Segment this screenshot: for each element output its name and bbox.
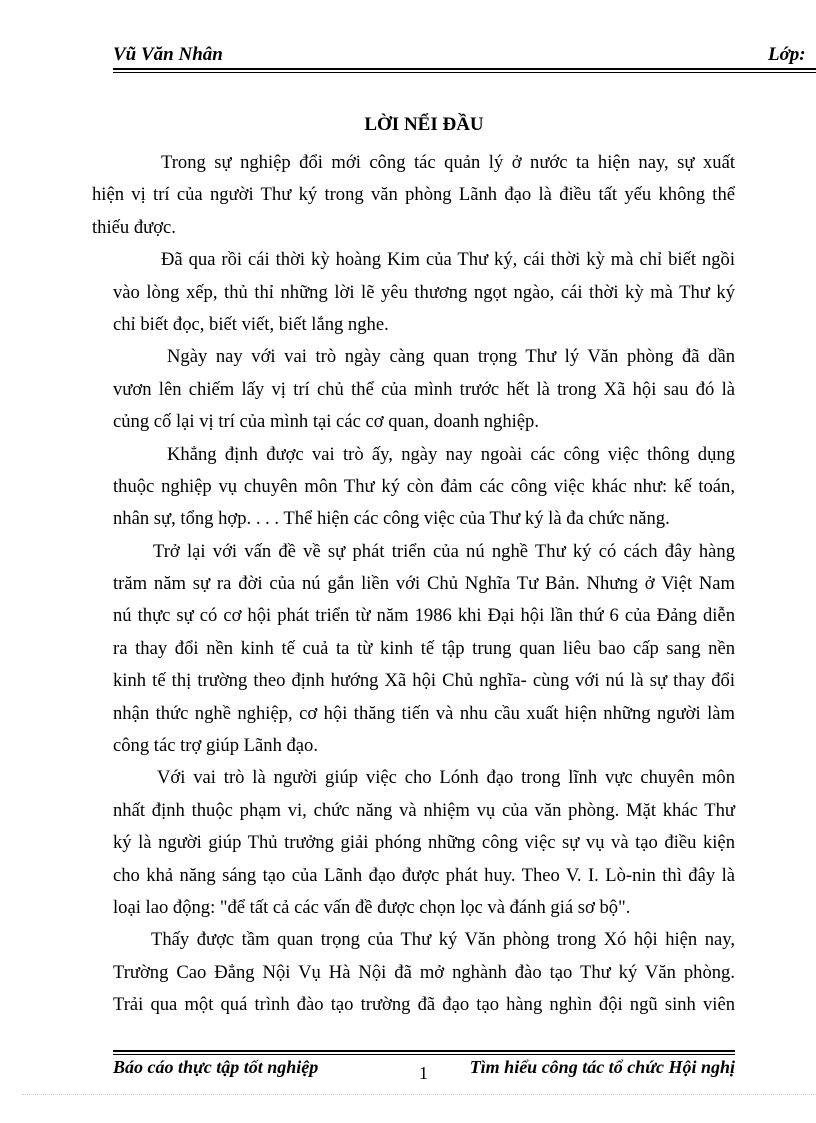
footer-report-title: Báo cáo thực tập tốt nghiệp [113, 1057, 319, 1077]
document-body [92, 147, 735, 1022]
document-title: LỜI NỂI ĐẦU [364, 114, 484, 135]
page-header [113, 44, 816, 72]
footer-rule-thin [113, 1054, 735, 1055]
text-line: Trải qua một quá trình đào tạo trường đã đạo tạo hàng nghìn đội ngũ sinh viên [113, 994, 735, 1016]
text-line: ký là người giúp Thủ trưởng giải phóng những công việc sự vụ và tạo điều kiện [113, 832, 735, 854]
footer-rule-thick [113, 1050, 735, 1052]
text-line: Với vai trò là người giúp việc cho Lónh đạo trong lĩnh vực chuyên môn [157, 767, 735, 789]
text-line: Đã qua rồi cái thời kỳ hoàng Kim của Thư ký, cái thời kỳ mà chỉ biết ngồi [161, 249, 735, 271]
text-line: nhận thức nghề nghiệp, cơ hội thăng tiến và nhu cầu xuất hiện những người làm [113, 702, 735, 724]
footer-topic: Tìm hiểu công tác tổ chức Hội nghị [469, 1057, 735, 1077]
text-line: thiếu được. [92, 216, 176, 238]
header-author: Vũ Văn Nhân [113, 44, 223, 65]
text-line: Trong sự nghiệp đổi mới công tác quản lý ở nước ta hiện nay, sự xuất [161, 152, 735, 173]
text-line: Khẳng định được vai trò ấy, ngày nay ngoài các công việc thông dụng [167, 443, 735, 465]
header-class-label: Lớp: [768, 44, 806, 65]
text-line: công tác trợ giúp Lãnh đạo. [113, 735, 319, 757]
text-line: kinh tế thị trường theo định hướng Xã hội Chủ nghĩa- cùng với nú là sự thay đổi [113, 670, 735, 692]
text-line: nhân sự, tổng hợp. . . . Thể hiện các công việc của Thư ký là đa chức năng. [113, 508, 670, 530]
text-line: Trở lại với vấn đề về sự phát triển của nú nghề Thư ký có cách đây hàng [153, 540, 735, 562]
text-line: vươn lên chiếm lấy vị trí chủ thể của mình trước hết là trong Xã hội sau đó là [113, 378, 735, 400]
header-rule-thick [113, 68, 816, 70]
text-line: nhất định thuộc phạm vi, chức năng và nhiệm vụ của văn phòng. Mặt khác Thư [113, 799, 735, 821]
text-line: cho khả năng sáng tạo của Lãnh đạo được phát huy. Theo V. I. Lò-nin thì đây là [113, 864, 735, 886]
text-line: thuộc nghiệp vụ chuyên môn Thư ký còn đảm các công việc khác như: kế toán, [113, 475, 735, 497]
text-line: vào lòng xếp, thủ thỉ những lời lẽ yêu thương ngọt ngào, cái thời kỳ mà Thư ký [113, 281, 735, 303]
text-line: loại lao động: "để tất cả các vấn đề được chọn lọc và đánh giá sơ bộ". [113, 896, 631, 918]
text-line: nú thực sự có cơ hội phát triển từ năm 1986 khi Đại hội lần thứ 6 của Đảng diễn [113, 605, 735, 627]
text-line: chỉ biết đọc, biết viết, biết lắng nghe. [113, 313, 389, 335]
page-edge-divider [22, 1094, 816, 1095]
text-line: Thấy được tầm quan trọng của Thư ký Văn phòng trong Xó hội hiện nay, [151, 929, 735, 951]
header-rule-thin [113, 72, 816, 73]
text-line: hiện vị trí của người Thư ký trong văn phòng Lãnh đạo là điều tất yếu không thể [92, 184, 735, 206]
text-line: trăm năm sự ra đời của nú gắn liền với Chủ Nghĩa Tư Bản. Nhưng ở Việt Nam [113, 573, 735, 595]
page-number: 1 [419, 1063, 428, 1083]
text-line: Ngày nay với vai trò ngày càng quan trọng Thư lý Văn phòng đã dần [167, 346, 735, 368]
text-line: ra thay đổi nền kinh tế cuả ta từ kinh tế tập trung quan liêu bao cấp sang nền [113, 637, 735, 659]
text-line: Trường Cao Đẳng Nội Vụ Hà Nội đã mở nghành đào tạo Thư ký Văn phòng. [113, 961, 735, 983]
text-line: củng cố lại vị trí của mình tại các cơ quan, doanh nghiệp. [113, 411, 539, 433]
